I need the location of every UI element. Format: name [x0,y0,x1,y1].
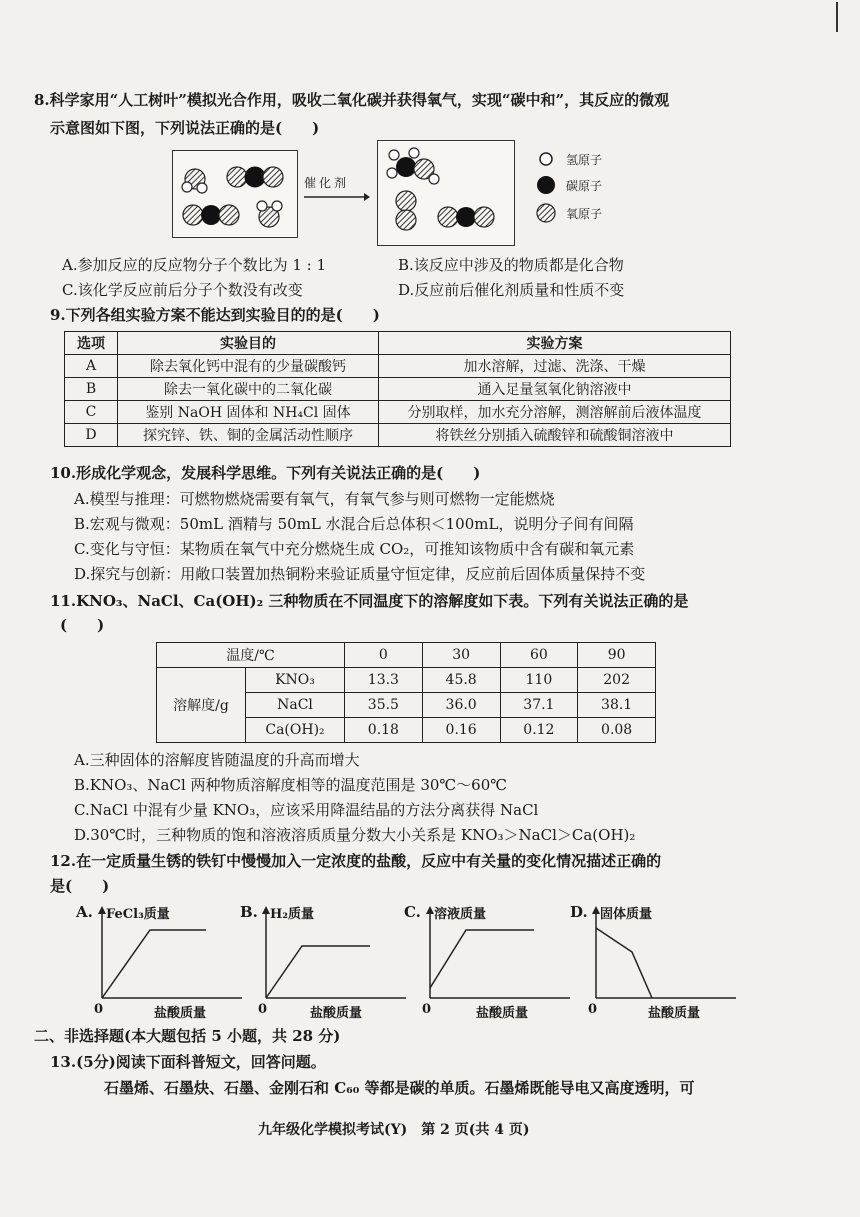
graph-d-plot [590,906,740,1002]
cell-option: C [65,401,118,424]
cell-option: A [65,355,118,378]
cell-plan: 通入足量氢氧化钠溶液中 [379,378,731,401]
legend-hydrogen: 氢原子 [566,153,603,167]
cell-purpose: 鉴别 NaOH 固体和 NH₄Cl 固体 [118,401,379,424]
reactant-box [172,150,298,238]
temp-60: 60 [500,643,578,668]
cell-plan: 将铁丝分别插入硫酸锌和硫酸铜溶液中 [379,424,731,447]
temp-0: 0 [345,643,423,668]
graph-origin: 0 [258,1002,268,1017]
cell-purpose: 除去氧化钙中混有的少量碳酸钙 [118,355,379,378]
co2-molecule [438,207,494,227]
oxygen-atom-icon [537,204,555,222]
q12-stem-line2: 是( ) [50,877,110,895]
value-cell: 0.08 [578,718,656,743]
value-cell: 36.0 [422,693,500,718]
substance-name: KNO₃ [246,668,345,693]
q8-option-c: C.该化学反应前后分子个数没有改变 [62,281,303,299]
value-cell: 110 [500,668,578,693]
co2-molecule [227,167,283,187]
value-cell: 38.1 [578,693,656,718]
section-heading: 二、非选择题(本大题包括 5 小题，共 28 分) [34,1027,341,1045]
graph-a-plot [96,906,246,1002]
graph-ylabel: FeCl₃质量 [106,907,170,922]
q11-stem-line1: 11.KNO₃、NaCl、Ca(OH)₂ 三种物质在不同温度下的溶解度如下表。下列有关说法正确的是 [50,592,689,610]
q13-text: 石墨烯、石墨炔、石墨、金刚石和 C₆₀ 等都是碳的单质。石墨烯既能导电又高度透明，可 [104,1079,695,1097]
carbon-atom-icon [537,176,555,194]
graph-b [240,900,420,1020]
graph-xlabel: 盐酸质量 [476,1006,529,1021]
table-header-row [157,643,656,668]
cell-plan: 加水溶解，过滤、洗涤、干燥 [379,355,731,378]
graph-origin: 0 [94,1002,104,1017]
catalyst-label: 催化剂 [304,176,350,190]
q11-option-b: B.KNO₃、NaCl 两种物质溶解度相等的温度范围是 30℃～60℃ [74,776,508,794]
q10-stem: 10.形成化学观念，发展科学思维。下列有关说法正确的是( ) [50,464,481,482]
q8-option-a: A.参加反应的反应物分子个数比为 1 : 1 [62,256,327,274]
cell-option: B [65,378,118,401]
organic-molecule [387,148,439,184]
header-purpose: 实验目的 [118,332,379,355]
q8-option-b: B.该反应中涉及的物质都是化合物 [398,256,624,274]
oxygen-molecule [396,191,416,230]
q11-stem-line2: ( ) [60,616,105,634]
water-molecule [257,201,282,227]
q8-stem-line1: 8.科学家用“人工树叶”模拟光合作用，吸收二氧化碳并获得氧气，实现“碳中和”，其反应的微观 [34,91,670,109]
water-molecule [182,169,207,193]
reactant-molecules [173,151,297,237]
co2-molecule [183,205,239,225]
graph-xlabel: 盐酸质量 [310,1006,363,1021]
graph-letter: D. [570,903,588,921]
graph-letter: B. [240,903,258,921]
substance-name: NaCl [246,693,345,718]
value-cell: 0.16 [422,718,500,743]
value-cell: 45.8 [422,668,500,693]
q10-option-b: B.宏观与微观：50mL 酒精与 50mL 水混合后总体积＜100mL，说明分子间有间隔 [74,515,634,533]
page-footer: 九年级化学模拟考试(Y) 第 2 页(共 4 页) [258,1122,530,1138]
hydrogen-atom-icon [540,153,552,165]
curve [266,946,370,998]
value-cell: 13.3 [345,668,423,693]
q10-option-c: C.变化与守恒：某物质在氧气中充分燃烧生成 CO₂，可推知该物质中含有碳和氧元素 [74,540,635,558]
q13-stem: 13.(5分)阅读下面科普短文，回答问题。 [50,1053,326,1071]
cell-purpose: 除去一氧化碳中的二氧化碳 [118,378,379,401]
value-cell: 35.5 [345,693,423,718]
value-cell: 0.18 [345,718,423,743]
solubility-table [156,642,656,743]
table-row [157,668,656,693]
table-row [65,355,731,378]
header-option: 选项 [65,332,118,355]
q12-stem-line1: 12.在一定质量生锈的铁钉中慢慢加入一定浓度的盐酸，反应中有关量的变化情况描述正确的 [50,852,662,870]
graph-ylabel: 固体质量 [600,907,653,922]
temp-90: 90 [578,643,656,668]
table-row [65,401,731,424]
graph-c [404,900,584,1020]
product-molecules [378,141,514,245]
temp-30: 30 [422,643,500,668]
graph-xlabel: 盐酸质量 [648,1006,701,1021]
graph-a [76,900,256,1020]
legend-icons [536,150,556,228]
q9-stem: 9.下列各组实验方案不能达到实验目的的是( ) [50,306,380,324]
curve [430,930,534,988]
legend-carbon: 碳原子 [566,179,603,193]
value-cell: 37.1 [500,693,578,718]
graph-ylabel: 溶液质量 [434,907,487,922]
page-edge-mark [836,2,838,32]
graph-b-plot [260,906,410,1002]
value-cell: 202 [578,668,656,693]
table-row [65,424,731,447]
q11-option-c: C.NaCl 中混有少量 KNO₃，应该采用降温结晶的方法分离获得 NaCl [74,801,539,819]
cell-purpose: 探究锌、铁、铜的金属活动性顺序 [118,424,379,447]
graph-letter: C. [404,903,421,921]
legend-oxygen: 氧原子 [566,207,603,221]
table-header-row [65,332,731,355]
q9-table [64,331,731,447]
graph-xlabel: 盐酸质量 [154,1006,207,1021]
graph-letter: A. [76,903,93,921]
graph-ylabel: H₂质量 [270,907,314,922]
cell-plan: 分别取样，加水充分溶解，测溶解前后液体温度 [379,401,731,424]
product-box [377,140,515,246]
q10-option-d: D.探究与创新：用敞口装置加热铜粉来验证质量守恒定律，反应前后固体质量保持不变 [74,565,646,583]
table-row [65,378,731,401]
header-plan: 实验方案 [379,332,731,355]
value-cell: 0.12 [500,718,578,743]
curve [102,930,206,998]
q10-option-a: A.模型与推理：可燃物燃烧需要有氧气，有氧气参与则可燃物一定能燃烧 [74,490,555,508]
solubility-label: 溶解度/g [157,668,246,743]
graph-d [570,900,750,1020]
q11-option-d: D.30℃时，三种物质的饱和溶液溶质质量分数大小关系是 KNO₃＞NaCl＞Ca(OH)₂ [74,826,636,844]
graph-origin: 0 [422,1002,432,1017]
q11-option-a: A.三种固体的溶解度皆随温度的升高而增大 [74,751,360,769]
q8-option-d: D.反应前后催化剂质量和性质不变 [398,281,625,299]
reaction-arrow-icon [302,192,370,202]
temperature-label: 温度/℃ [157,643,345,668]
substance-name: Ca(OH)₂ [246,718,345,743]
graph-c-plot [424,906,574,1002]
cell-option: D [65,424,118,447]
graph-origin: 0 [588,1002,598,1017]
q8-stem-line2: 示意图如下图，下列说法正确的是( ) [50,119,320,137]
curve [596,928,652,998]
